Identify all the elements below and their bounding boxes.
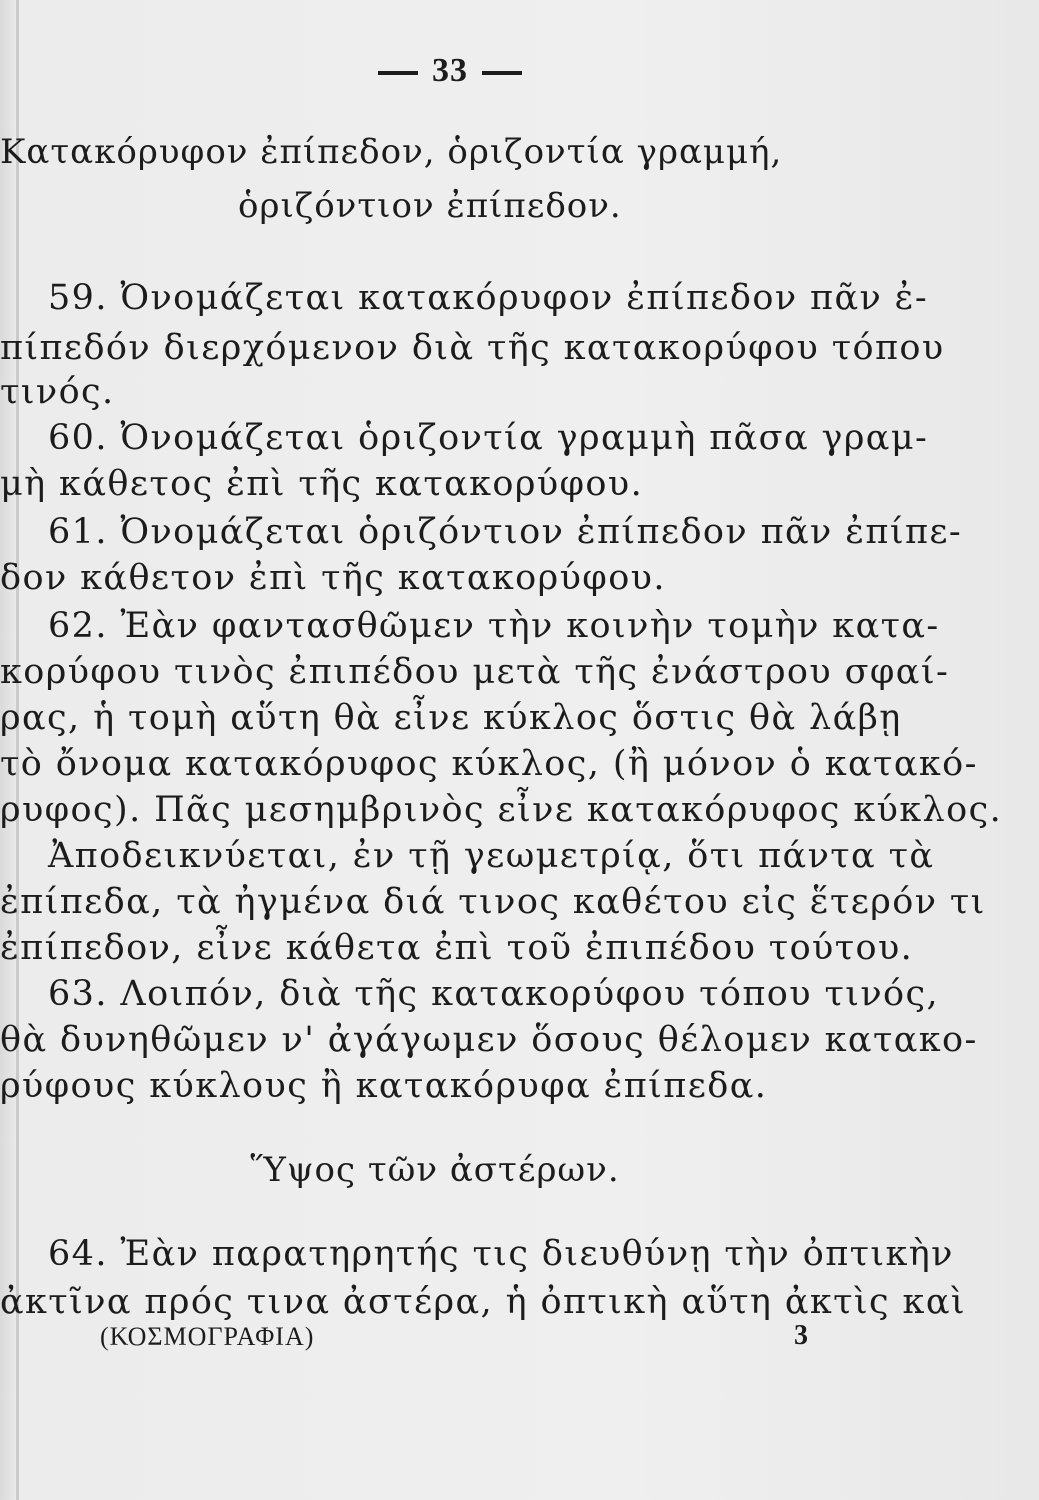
text-line: τὸ ὄνομα κατακόρυφος κύκλος, (ἢ μόνον ὁ κατακό- [0, 744, 978, 784]
text-line: θὰ δυνηθῶμεν ν' ἀγάγωμεν ὅσους θέλομεν κατακο- [0, 1020, 978, 1060]
text-line: ἐπίπεδον, εἶνε κάθετα ἐπὶ τοῦ ἐπιπέδου τούτου. [0, 928, 914, 968]
text-line: 63. Λοιπόν, διὰ τῆς κατακορύφου τόπου τινός, [48, 974, 940, 1014]
signature-mark: 3 [794, 1320, 808, 1351]
text-line: ρύφους κύκλους ἢ κατακόρυφα ἐπίπεδα. [0, 1066, 768, 1106]
text-line: Ἀποδεικνύεται, ἐν τῇ γεωμετρίᾳ, ὅτι πάντα τὰ [48, 836, 935, 876]
text-line: ἀκτῖνα πρός τινα ἀστέρα, ἡ ὀπτικὴ αὕτη ἀκτὶς καὶ [0, 1282, 966, 1322]
text-line: πίπεδόν διερχόμενον διὰ τῆς κατακορύφου τόπου [0, 328, 945, 368]
text-line: ἐπίπεδα, τὰ ἠγμένα διά τινος καθέτου εἰς ἕτερόν τι [0, 882, 986, 922]
book-title-footer: (ΚΟΣΜΟΓΡΑΦΙΑ) [100, 1322, 315, 1351]
text-line: 62. Ἐὰν φαντασθῶμεν τὴν κοινὴν τομὴν κατα- [48, 606, 940, 646]
text-line: ρας, ἡ τομὴ αὕτη θὰ εἶνε κύκλος ὅστις θὰ λάβῃ [0, 698, 902, 738]
text-line: 64. Ἐὰν παρατηρητής τις διευθύνῃ τὴν ὀπτικὴν [48, 1234, 954, 1274]
dash-right [482, 71, 522, 75]
text-line: 61. Ὀνομάζεται ὁριζόντιον ἐπίπεδον πᾶν ἐπίπε- [48, 512, 963, 552]
text-line: ρυφος). Πᾶς μεσημβρινὸς εἶνε κατακόρυφος κύκλος. [0, 790, 1003, 830]
section-heading-line-2: ὁριζόντιον ἐπίπεδον. [238, 186, 622, 226]
section-heading-line-1: Κατακόρυφον ἐπίπεδον, ὁριζοντία γραμμή, [0, 132, 783, 172]
text-line: 60. Ὀνομάζεται ὁριζοντία γραμμὴ πᾶσα γραμ- [48, 418, 929, 458]
text-line: μὴ κάθετος ἐπὶ τῆς κατακορύφου. [0, 464, 644, 504]
text-line: κορύφου τινὸς ἐπιπέδου μετὰ τῆς ἐνάστρου σφαί- [0, 652, 950, 692]
section-heading-2: Ὕψος τῶν ἀστέρων. [250, 1150, 620, 1190]
text-line: 59. Ὀνομάζεται κατακόρυφον ἐπίπεδον πᾶν ἐ- [48, 278, 929, 318]
text-line: δον κάθετον ἐπὶ τῆς κατακορύφου. [0, 558, 666, 598]
dash-left [378, 71, 418, 75]
page-number: 33 [432, 52, 468, 89]
text-line: τινός. [0, 372, 115, 412]
page-number-header [0, 52, 900, 90]
